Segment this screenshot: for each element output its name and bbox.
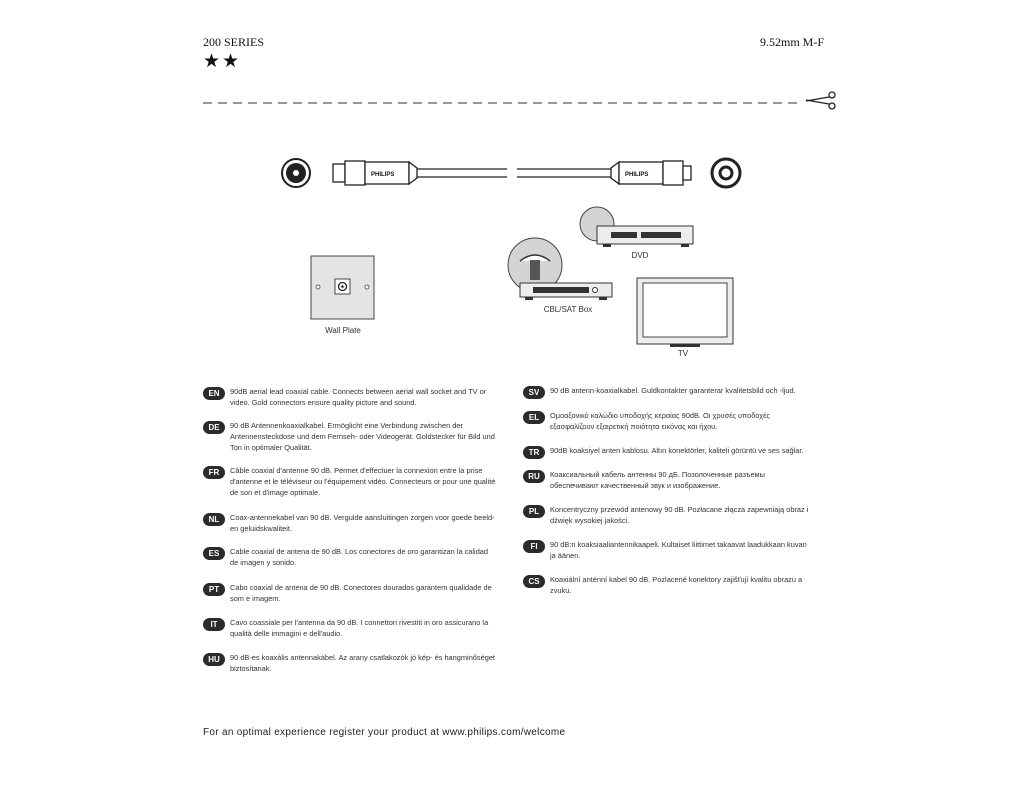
lang-item-fr: [203, 465, 503, 498]
lang-text: 90 dB antenn-koaxialkabel. Guldkontakter garanterar kvalitetsbild och -ljud.: [550, 386, 796, 395]
tv-label: TV: [677, 349, 689, 358]
lang-text: Koaxiální anténní kabel 90 dB. Pozlacené konektory zajišťují kvalitu obrazu a zvuku.: [550, 575, 803, 595]
lang-badge: FR: [203, 466, 225, 479]
lang-badge: ES: [203, 547, 225, 560]
lang-item-de: [203, 420, 503, 453]
lang-badge: HU: [203, 653, 225, 666]
lang-text: Ομοαξονικό καλώδιο υποδοχής κεραίας 90dB. Οι χρυσές υποδοχές εξασφαλίζουν εξαιρετική ποιότητα εικόνας και ήχου.: [550, 411, 770, 431]
female-socket-icon: [282, 159, 310, 187]
lang-text: Cable coaxial de antena de 90 dB. Los conectores de oro garantizan la calidad de imagen y sonido.: [230, 547, 489, 567]
lang-item-tr: [523, 445, 813, 459]
lang-badge: IT: [203, 618, 225, 631]
lang-text: Коаксиальный кабель антенны 90 дБ. Позолоченные разъемы обеспечивают качественный звук и изображение.: [550, 470, 765, 490]
lang-badge: CS: [523, 575, 545, 588]
male-socket-icon: [712, 159, 740, 187]
lang-item-hu: [203, 652, 503, 674]
lang-text: 90dB koaksiyel anten kablosu. Altın konektörler, kaliteli görüntü ve ses sağlar.: [550, 446, 804, 455]
brand-left: PHILIPS: [371, 172, 395, 178]
wall-plate-icon: [310, 255, 375, 320]
lang-text: Cavo coassiale per l'antenna da 90 dB. I connettori rivestiti in oro assicurano la qualità delle immagini e dell'audio.: [230, 618, 489, 638]
cbl-sat-box-icon: [520, 283, 612, 300]
lang-item-pt: [203, 582, 503, 604]
dvd-label: DVD: [631, 251, 649, 260]
lang-badge: NL: [203, 513, 225, 526]
lang-text: Coax-antennekabel van 90 dB. Vergulde aansluitingen zorgen voor goede beeld- en geluidskwaliteit.: [230, 513, 495, 533]
lang-badge: EN: [203, 387, 225, 400]
lang-item-pl: [523, 504, 813, 526]
lang-text: 90 dB-es koaxális antennakábel. Az arany csatlakozók jó kép- és hangminőséget biztosítanak.: [230, 653, 495, 673]
lang-item-el: [523, 410, 813, 432]
coaxial-cable-illustration: [275, 148, 750, 202]
lang-text: 90 dB:n koaksiaaliantennikaapeli. Kultaiset liittimet takaavat laadukkaan kuvan ja äänen.: [550, 540, 807, 560]
lang-item-sv: [523, 385, 813, 399]
scissors-icon: [806, 92, 835, 109]
lang-text: 90dB aerial lead coaxial cable. Connects between aerial wall socket and TV or video. Gold connectors ensure quality picture and sound.: [230, 387, 487, 407]
tv-icon: [637, 278, 733, 347]
lang-badge: FI: [523, 540, 545, 553]
lang-badge: PT: [203, 583, 225, 596]
lang-item-it: [203, 617, 503, 639]
lang-badge: TR: [523, 446, 545, 459]
cbl-sat-label: CBL/SAT Box: [543, 305, 593, 314]
connector-right: [611, 161, 691, 185]
cut-line: [203, 87, 843, 111]
star-rating: ★★: [203, 51, 242, 72]
lang-item-fi: [523, 539, 813, 561]
wall-plate-label: Wall Plate: [325, 326, 361, 335]
cable-spec: 9.52mm M-F: [760, 35, 825, 49]
lang-badge: EL: [523, 411, 545, 424]
lang-badge: RU: [523, 470, 545, 483]
lang-text: Koncentryczny przewód antenowy 90 dB. Pozłacane złącza zapewniają obraz i dźwięk wysokiej jakości.: [550, 505, 809, 525]
brand-right: PHILIPS: [625, 172, 649, 178]
lang-item-ru: [523, 469, 813, 491]
lang-badge: DE: [203, 421, 225, 434]
lang-badge: SV: [523, 386, 545, 399]
lang-item-en: [203, 386, 503, 408]
series-title: 200 SERIES: [203, 35, 265, 49]
lang-item-es: [203, 546, 503, 568]
register-footer: For an optimal experience register your product at www.philips.com/welcome: [203, 727, 566, 738]
lang-text: Câble coaxial d'antenne 90 dB. Permet d'effectuer la connexion entre la prise d'antenne et le téléviseur ou l'équipement vidéo. Connecteurs or pour une qualité de son et d'image optimale.: [230, 466, 496, 497]
dvd-player-icon: [580, 207, 693, 247]
devices-illustration: [505, 205, 737, 375]
lang-text: 90 dB Antennenkoaxialkabel. Ermöglicht eine Verbindung zwischen der Antennensteckdose und dem Fernseh- oder Videogerät. Goldstecker für Bild und Ton in optimaler Qualität.: [230, 421, 495, 452]
lang-badge: PL: [523, 505, 545, 518]
lang-item-cs: [523, 574, 813, 596]
lang-text: Cabo coaxial de antena de 90 dB. Conectores dourados garantem qualidade de som e imagem.: [230, 583, 492, 603]
lang-item-nl: [203, 512, 503, 534]
